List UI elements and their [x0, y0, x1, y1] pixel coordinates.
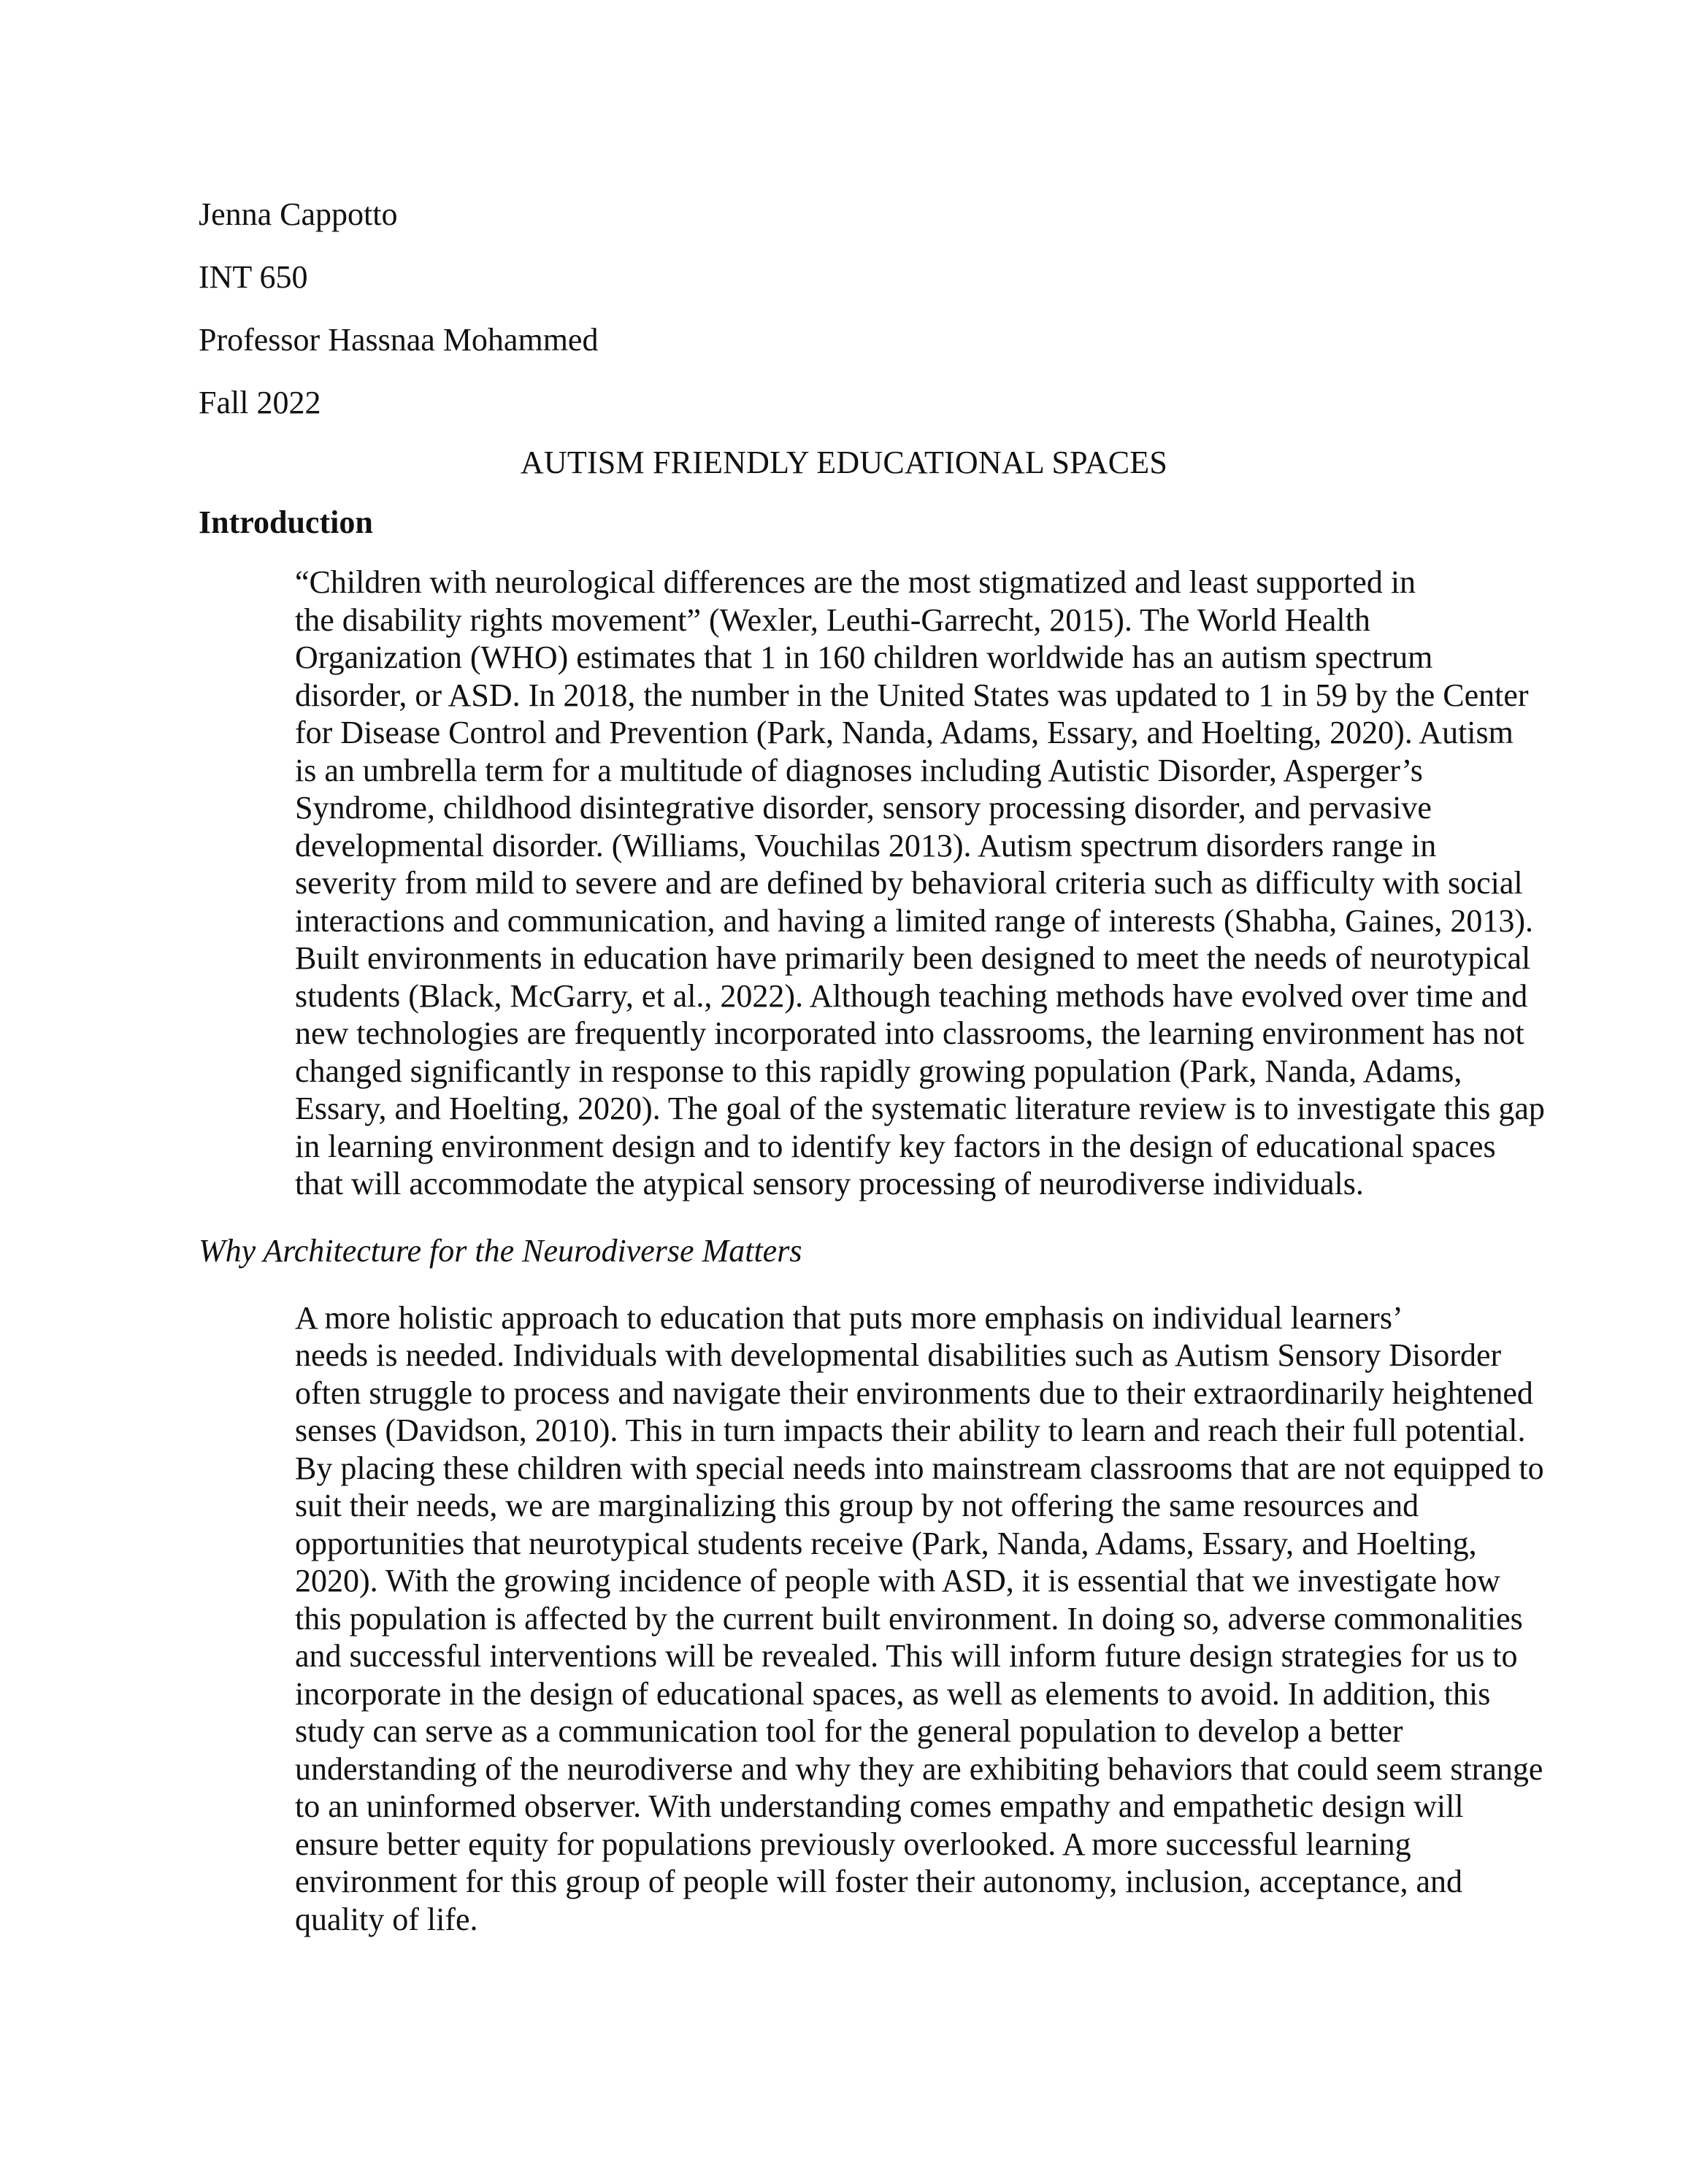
paragraph-line: changed significantly in response to this rapidly growing population (Park, Nanda, Adams,: [295, 1053, 1462, 1089]
paragraph-line: in learning environment design and to identify key factors in the design of educational spaces: [295, 1128, 1496, 1164]
paragraph-line: this population is affected by the current built environment. In doing so, adverse commonalities: [295, 1600, 1523, 1637]
paragraph-line: understanding of the neurodiverse and why they are exhibiting behaviors that could seem strange: [295, 1750, 1543, 1787]
paragraph-line: 2020). With the growing incidence of people with ASD, it is essential that we investigate how: [295, 1563, 1500, 1599]
document-page: [199, 196, 1545, 1938]
paragraph-line: needs is needed. Individuals with developmental disabilities such as Autism Sensory Disorder: [295, 1337, 1502, 1373]
paragraph-line: often struggle to process and navigate their environments due to their extraordinarily heightened: [295, 1374, 1533, 1411]
paragraph-line: ensure better equity for populations previously overlooked. A more successful learning: [295, 1826, 1411, 1862]
paragraph-line: developmental disorder. (Williams, Vouchilas 2013). Autism spectrum disorders range in: [295, 827, 1437, 864]
paragraph-line: disorder, or ASD. In 2018, the number in the United States was updated to 1 in 59 by the Center: [295, 677, 1529, 713]
paragraph-line: severity from mild to severe and are defined by behavioral criteria such as difficulty with social: [295, 865, 1523, 901]
paragraph-line: environment for this group of people will foster their autonomy, inclusion, acceptance, and: [295, 1864, 1463, 1899]
paragraph-line: that will accommodate the atypical sensory processing of neurodiverse individuals.: [295, 1166, 1364, 1201]
paragraph-line: quality of life.: [295, 1901, 478, 1937]
professor-name: Professor Hassnaa Mohammed: [199, 322, 599, 358]
paragraph-line: is an umbrella term for a multitude of diagnoses including Autistic Disorder, Asperger’s: [295, 752, 1423, 788]
paragraph-line: new technologies are frequently incorporated into classrooms, the learning environment has not: [295, 1015, 1524, 1051]
term: Fall 2022: [199, 385, 321, 420]
paragraph-line: Organization (WHO) estimates that 1 in 160 children worldwide has an autism spectrum: [295, 639, 1433, 675]
paragraph-line: interactions and communication, and having a limited range of interests (Shabha, Gaines, 2013).: [295, 902, 1533, 939]
paragraph-line: Built environments in education have primarily been designed to meet the needs of neurotypical: [295, 940, 1531, 976]
paragraph-line: Essary, and Hoelting, 2020). The goal of the systematic literature review is to investigate this gap: [295, 1091, 1545, 1126]
paragraph-line: students (Black, McGarry, et al., 2022). Although teaching methods have evolved over time and: [295, 977, 1528, 1014]
paragraph-line: By placing these children with special needs into mainstream classrooms that are not equipped to: [295, 1450, 1544, 1486]
paragraph-line: to an uninformed observer. With understanding comes empathy and empathetic design will: [295, 1788, 1464, 1824]
paragraph-line: “Children with neurological differences are the most stigmatized and least supported in: [295, 564, 1416, 600]
paragraph-line: and successful interventions will be revealed. This will inform future design strategies for us to: [295, 1638, 1518, 1674]
paragraph-line: Syndrome, childhood disintegrative disorder, sensory processing disorder, and pervasive: [295, 790, 1432, 826]
author-name: Jenna Cappotto: [199, 196, 398, 232]
why-architecture-paragraph: [199, 1299, 1544, 1939]
document-title: AUTISM FRIENDLY EDUCATIONAL SPACES: [520, 445, 1168, 480]
paragraph-line: incorporate in the design of educational spaces, as well as elements to avoid. In addition, this: [295, 1675, 1491, 1712]
paragraph-line: study can serve as a communication tool for the general population to develop a better: [295, 1713, 1403, 1749]
paragraph-line: opportunities that neurotypical students receive (Park, Nanda, Adams, Essary, and Hoelting,: [295, 1525, 1477, 1561]
paragraph-line: for Disease Control and Prevention (Park, Nanda, Adams, Essary, and Hoelting, 2020). Autism: [295, 715, 1514, 750]
paragraph-line: suit their needs, we are marginalizing this group by not offering the same resources and: [295, 1488, 1419, 1523]
paragraph-line: senses (Davidson, 2010). This in turn impacts their ability to learn and reach their full potential.: [295, 1412, 1526, 1448]
course-code: INT 650: [199, 259, 308, 295]
paragraph-line: A more holistic approach to education that puts more emphasis on individual learners’: [295, 1299, 1403, 1336]
paragraph-line: the disability rights movement” (Wexler, Leuthi-Garrecht, 2015). The World Health: [295, 601, 1370, 638]
section-heading-introduction: Introduction: [199, 504, 373, 540]
introduction-paragraph: [199, 564, 1545, 1203]
section-heading-why-architecture: Why Architecture for the Neurodiverse Matters: [199, 1232, 802, 1269]
